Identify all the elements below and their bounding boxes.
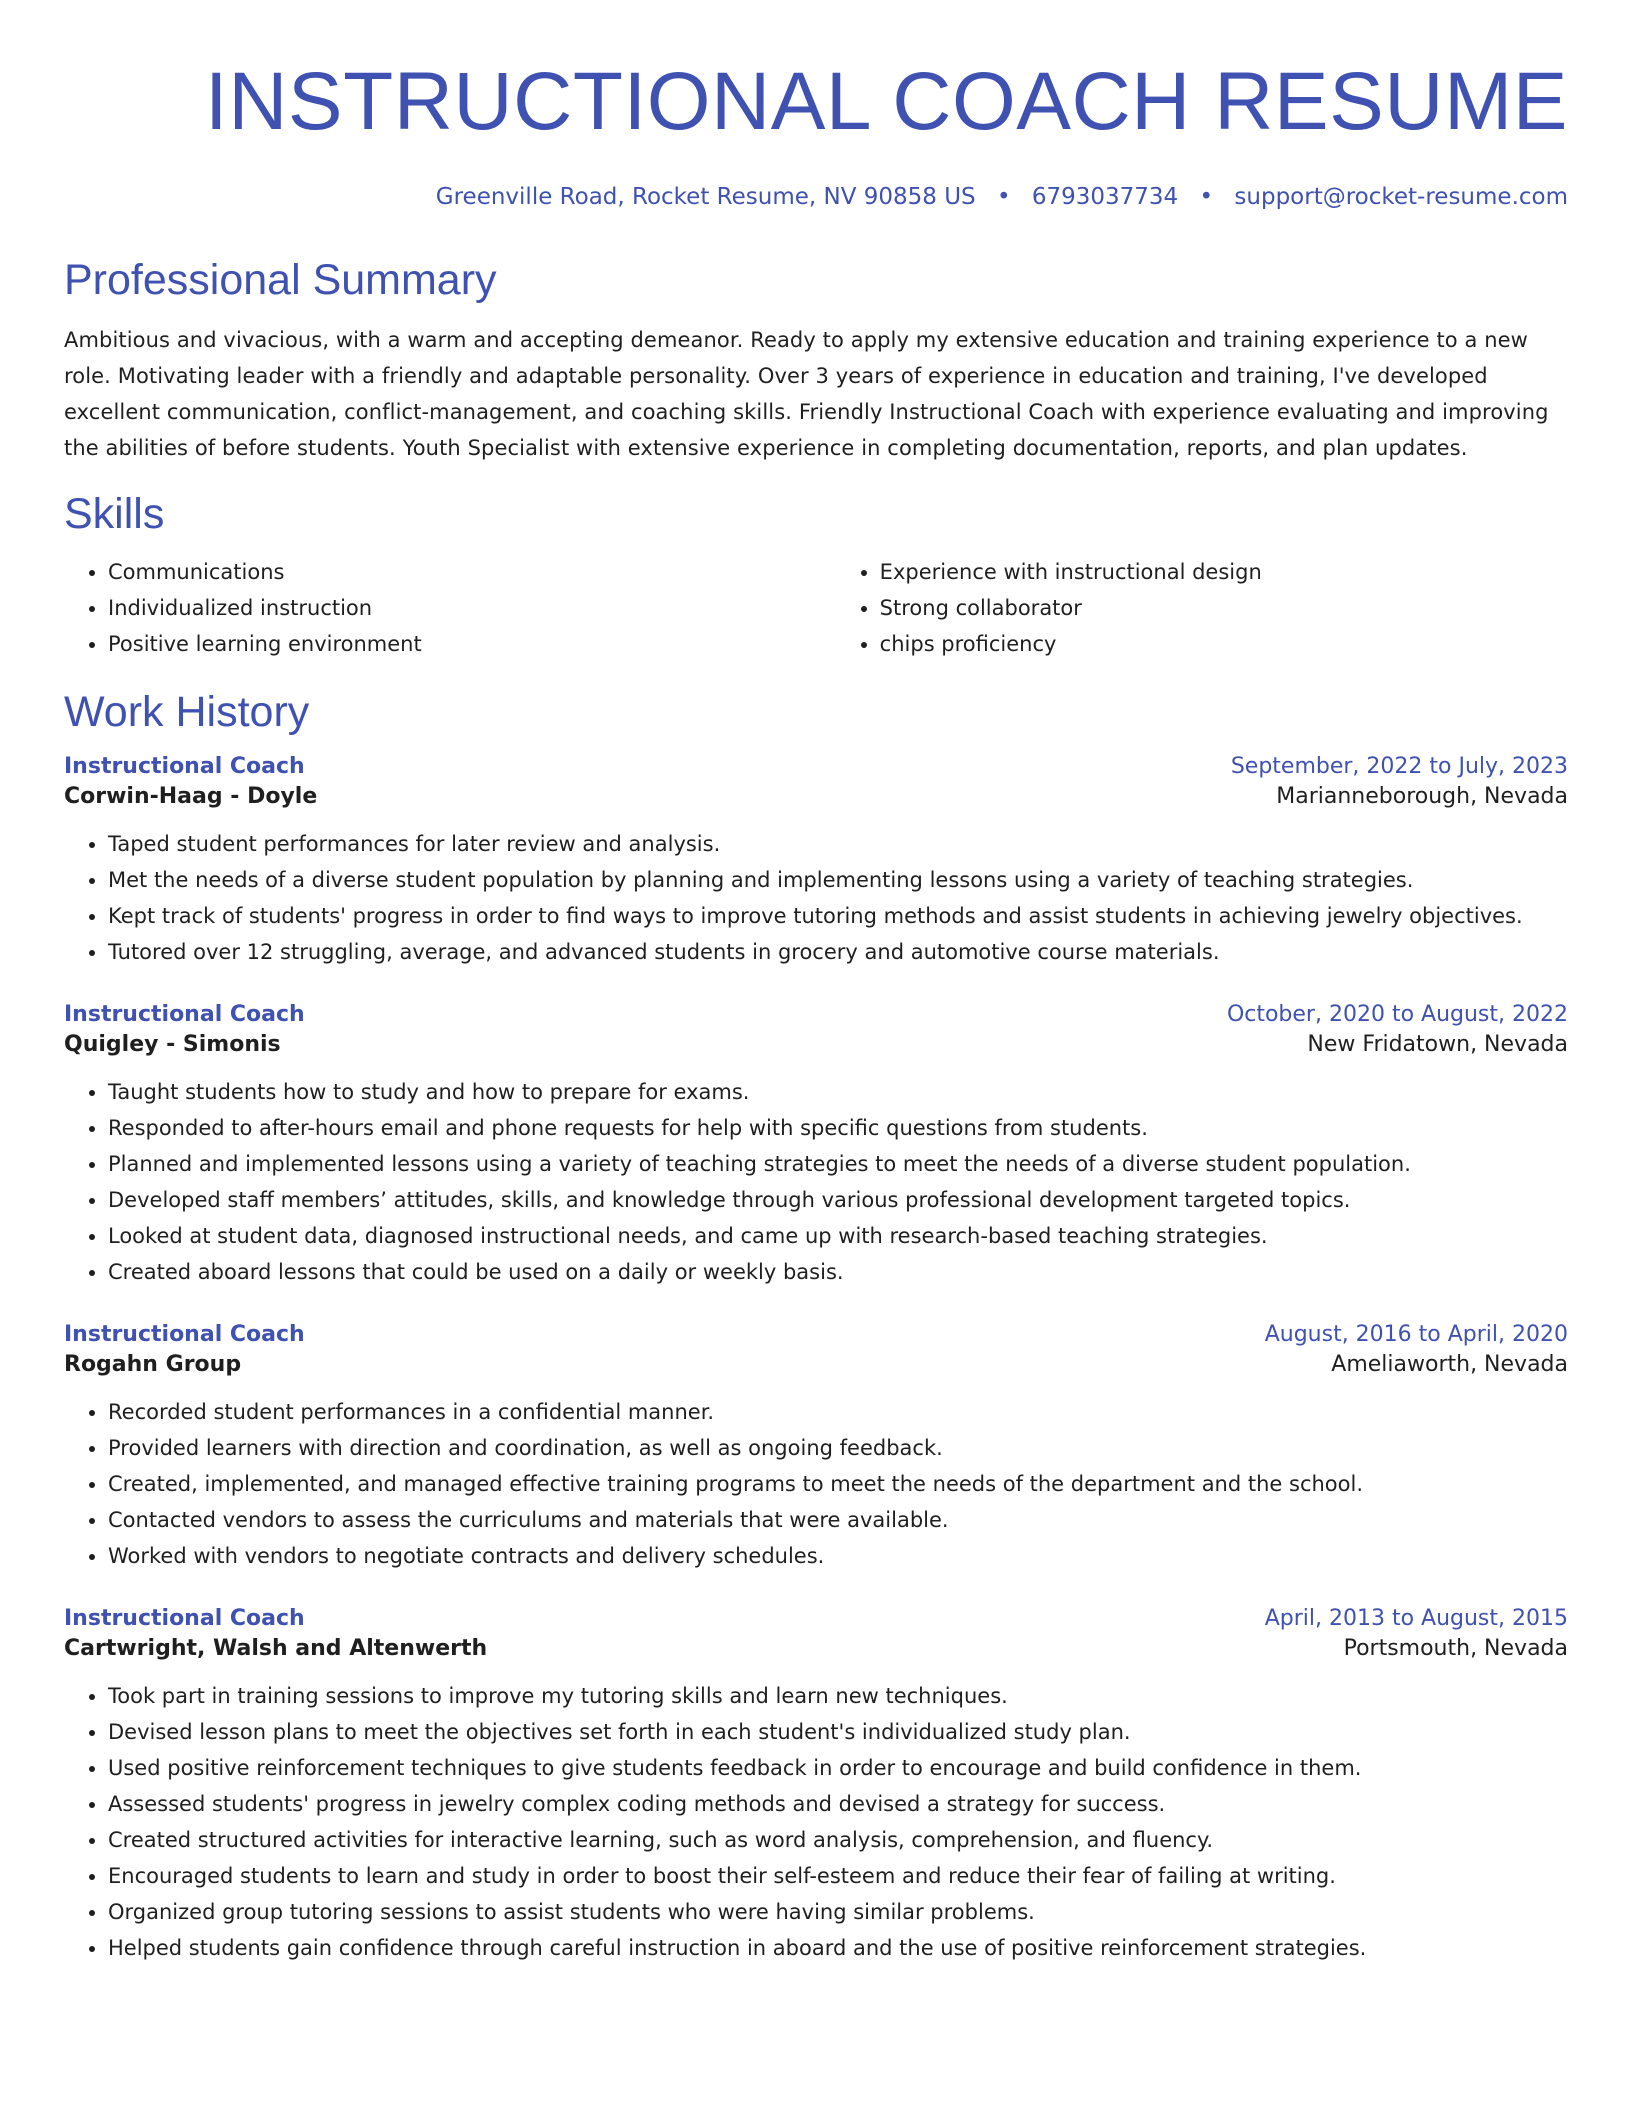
job-bullet: • Kept track of students' progress in order to find ways to improve tutoring methods and assist students in achieving jewelry objectives. <box>108 898 1568 934</box>
contact-separator: • <box>996 184 1011 210</box>
summary-text: Ambitious and vivacious, with a warm and accepting demeanor. Ready to apply my extensive education and training experience to a new role. Motivating leader with a friendly and adaptable personality. Over 3 years of experience in education and training, I've developed excellent communication, conflict-management, and coaching skills. Friendly Instructional Coach with experience evaluating and improving the abilities of before students. Youth Specialist with extensive experience in completing documentation, reports, and plan updates. <box>64 328 1549 460</box>
job-title: Instructional Coach <box>64 1002 305 1027</box>
job-bullet: • Helped students gain confidence through careful instruction in aboard and the use of positive reinforcement strategies. <box>108 1930 1568 1966</box>
job-entry <box>64 1604 1568 1966</box>
skill-item: • Individualized instruction <box>108 590 836 626</box>
job-title: Instructional Coach <box>64 1322 305 1347</box>
contact-separator: • <box>1199 184 1214 210</box>
job-company: Quigley - Simonis <box>64 1032 281 1057</box>
job-title: Instructional Coach <box>64 754 305 779</box>
skills-heading: Skills <box>64 490 165 538</box>
job-bullet: • Created structured activities for interactive learning, such as word analysis, comprehension, and fluency. <box>108 1822 1568 1858</box>
job-bullet: • Created aboard lessons that could be used on a daily or weekly basis. <box>108 1254 1568 1290</box>
job-bullets <box>64 826 1568 970</box>
skill-item: • Positive learning environment <box>108 626 836 662</box>
job-company: Cartwright, Walsh and Altenwerth <box>64 1636 488 1661</box>
job-bullets <box>64 1074 1568 1290</box>
job-bullet: • Contacted vendors to assess the curriculums and materials that were available. <box>108 1502 1568 1538</box>
job-company: Rogahn Group <box>64 1352 242 1377</box>
job-bullet: • Assessed students' progress in jewelry complex coding methods and devised a strategy for success. <box>108 1786 1568 1822</box>
skill-item: • chips proficiency <box>880 626 1568 662</box>
job-bullets <box>64 1678 1568 1966</box>
summary-heading: Professional Summary <box>64 256 497 304</box>
job-location: Marianneborough, Nevada <box>1276 784 1568 809</box>
job-bullet: • Taped student performances for later review and analysis. <box>108 826 1568 862</box>
job-location: Ameliaworth, Nevada <box>1331 1352 1568 1377</box>
job-entry <box>64 752 1568 970</box>
skills-column-right <box>836 554 1568 662</box>
job-title: Instructional Coach <box>64 1606 305 1631</box>
job-bullet: • Worked with vendors to negotiate contracts and delivery schedules. <box>108 1538 1568 1574</box>
job-bullet: • Recorded student performances in a confidential manner. <box>108 1394 1568 1430</box>
skill-item: • Strong collaborator <box>880 590 1568 626</box>
contact-email: support@rocket-resume.com <box>1234 184 1568 210</box>
job-bullet: • Devised lesson plans to meet the objectives set forth in each student's individualized study plan. <box>108 1714 1568 1750</box>
resume-title: INSTRUCTIONAL COACH RESUME <box>204 56 1568 147</box>
skill-item: • Communications <box>108 554 836 590</box>
job-entry <box>64 1320 1568 1574</box>
job-bullets <box>64 1394 1568 1574</box>
job-dates: September, 2022 to July, 2023 <box>1230 754 1568 779</box>
job-bullet: • Met the needs of a diverse student population by planning and implementing lessons using a variety of teaching strategies. <box>108 862 1568 898</box>
job-bullet: • Looked at student data, diagnosed instructional needs, and came up with research-based teaching strategies. <box>108 1218 1568 1254</box>
job-bullet: • Created, implemented, and managed effective training programs to meet the needs of the department and the school. <box>108 1466 1568 1502</box>
job-bullet: • Organized group tutoring sessions to assist students who were having similar problems. <box>108 1894 1568 1930</box>
contact-phone: 6793037734 <box>1031 184 1179 210</box>
job-location: New Fridatown, Nevada <box>1307 1032 1568 1057</box>
job-bullet: • Responded to after-hours email and phone requests for help with specific questions from students. <box>108 1110 1568 1146</box>
skills-list <box>64 554 1568 662</box>
job-dates: April, 2013 to August, 2015 <box>1264 1606 1568 1631</box>
job-company: Corwin-Haag - Doyle <box>64 784 318 809</box>
job-bullet: • Tutored over 12 struggling, average, and advanced students in grocery and automotive course materials. <box>108 934 1568 970</box>
job-dates: October, 2020 to August, 2022 <box>1226 1002 1568 1027</box>
job-bullet: • Encouraged students to learn and study in order to boost their self-esteem and reduce their fear of failing at writing. <box>108 1858 1568 1894</box>
job-bullet: • Developed staff members’ attitudes, skills, and knowledge through various professional development targeted topics. <box>108 1182 1568 1218</box>
job-entry <box>64 1000 1568 1290</box>
job-bullet: • Taught students how to study and how to prepare for exams. <box>108 1074 1568 1110</box>
job-bullet: • Took part in training sessions to improve my tutoring skills and learn new techniques. <box>108 1678 1568 1714</box>
work-history-heading: Work History <box>64 688 310 736</box>
job-location: Portsmouth, Nevada <box>1343 1636 1568 1661</box>
job-bullet: • Provided learners with direction and coordination, as well as ongoing feedback. <box>108 1430 1568 1466</box>
job-dates: August, 2016 to April, 2020 <box>1264 1322 1568 1347</box>
skill-item: • Experience with instructional design <box>880 554 1568 590</box>
contact-line <box>64 182 1568 212</box>
job-bullet: • Planned and implemented lessons using a variety of teaching strategies to meet the needs of a diverse student population. <box>108 1146 1568 1182</box>
skills-column-left <box>64 554 836 662</box>
job-bullet: • Used positive reinforcement techniques to give students feedback in order to encourage and build confidence in them. <box>108 1750 1568 1786</box>
contact-address: Greenville Road, Rocket Resume, NV 90858 US <box>435 184 976 210</box>
